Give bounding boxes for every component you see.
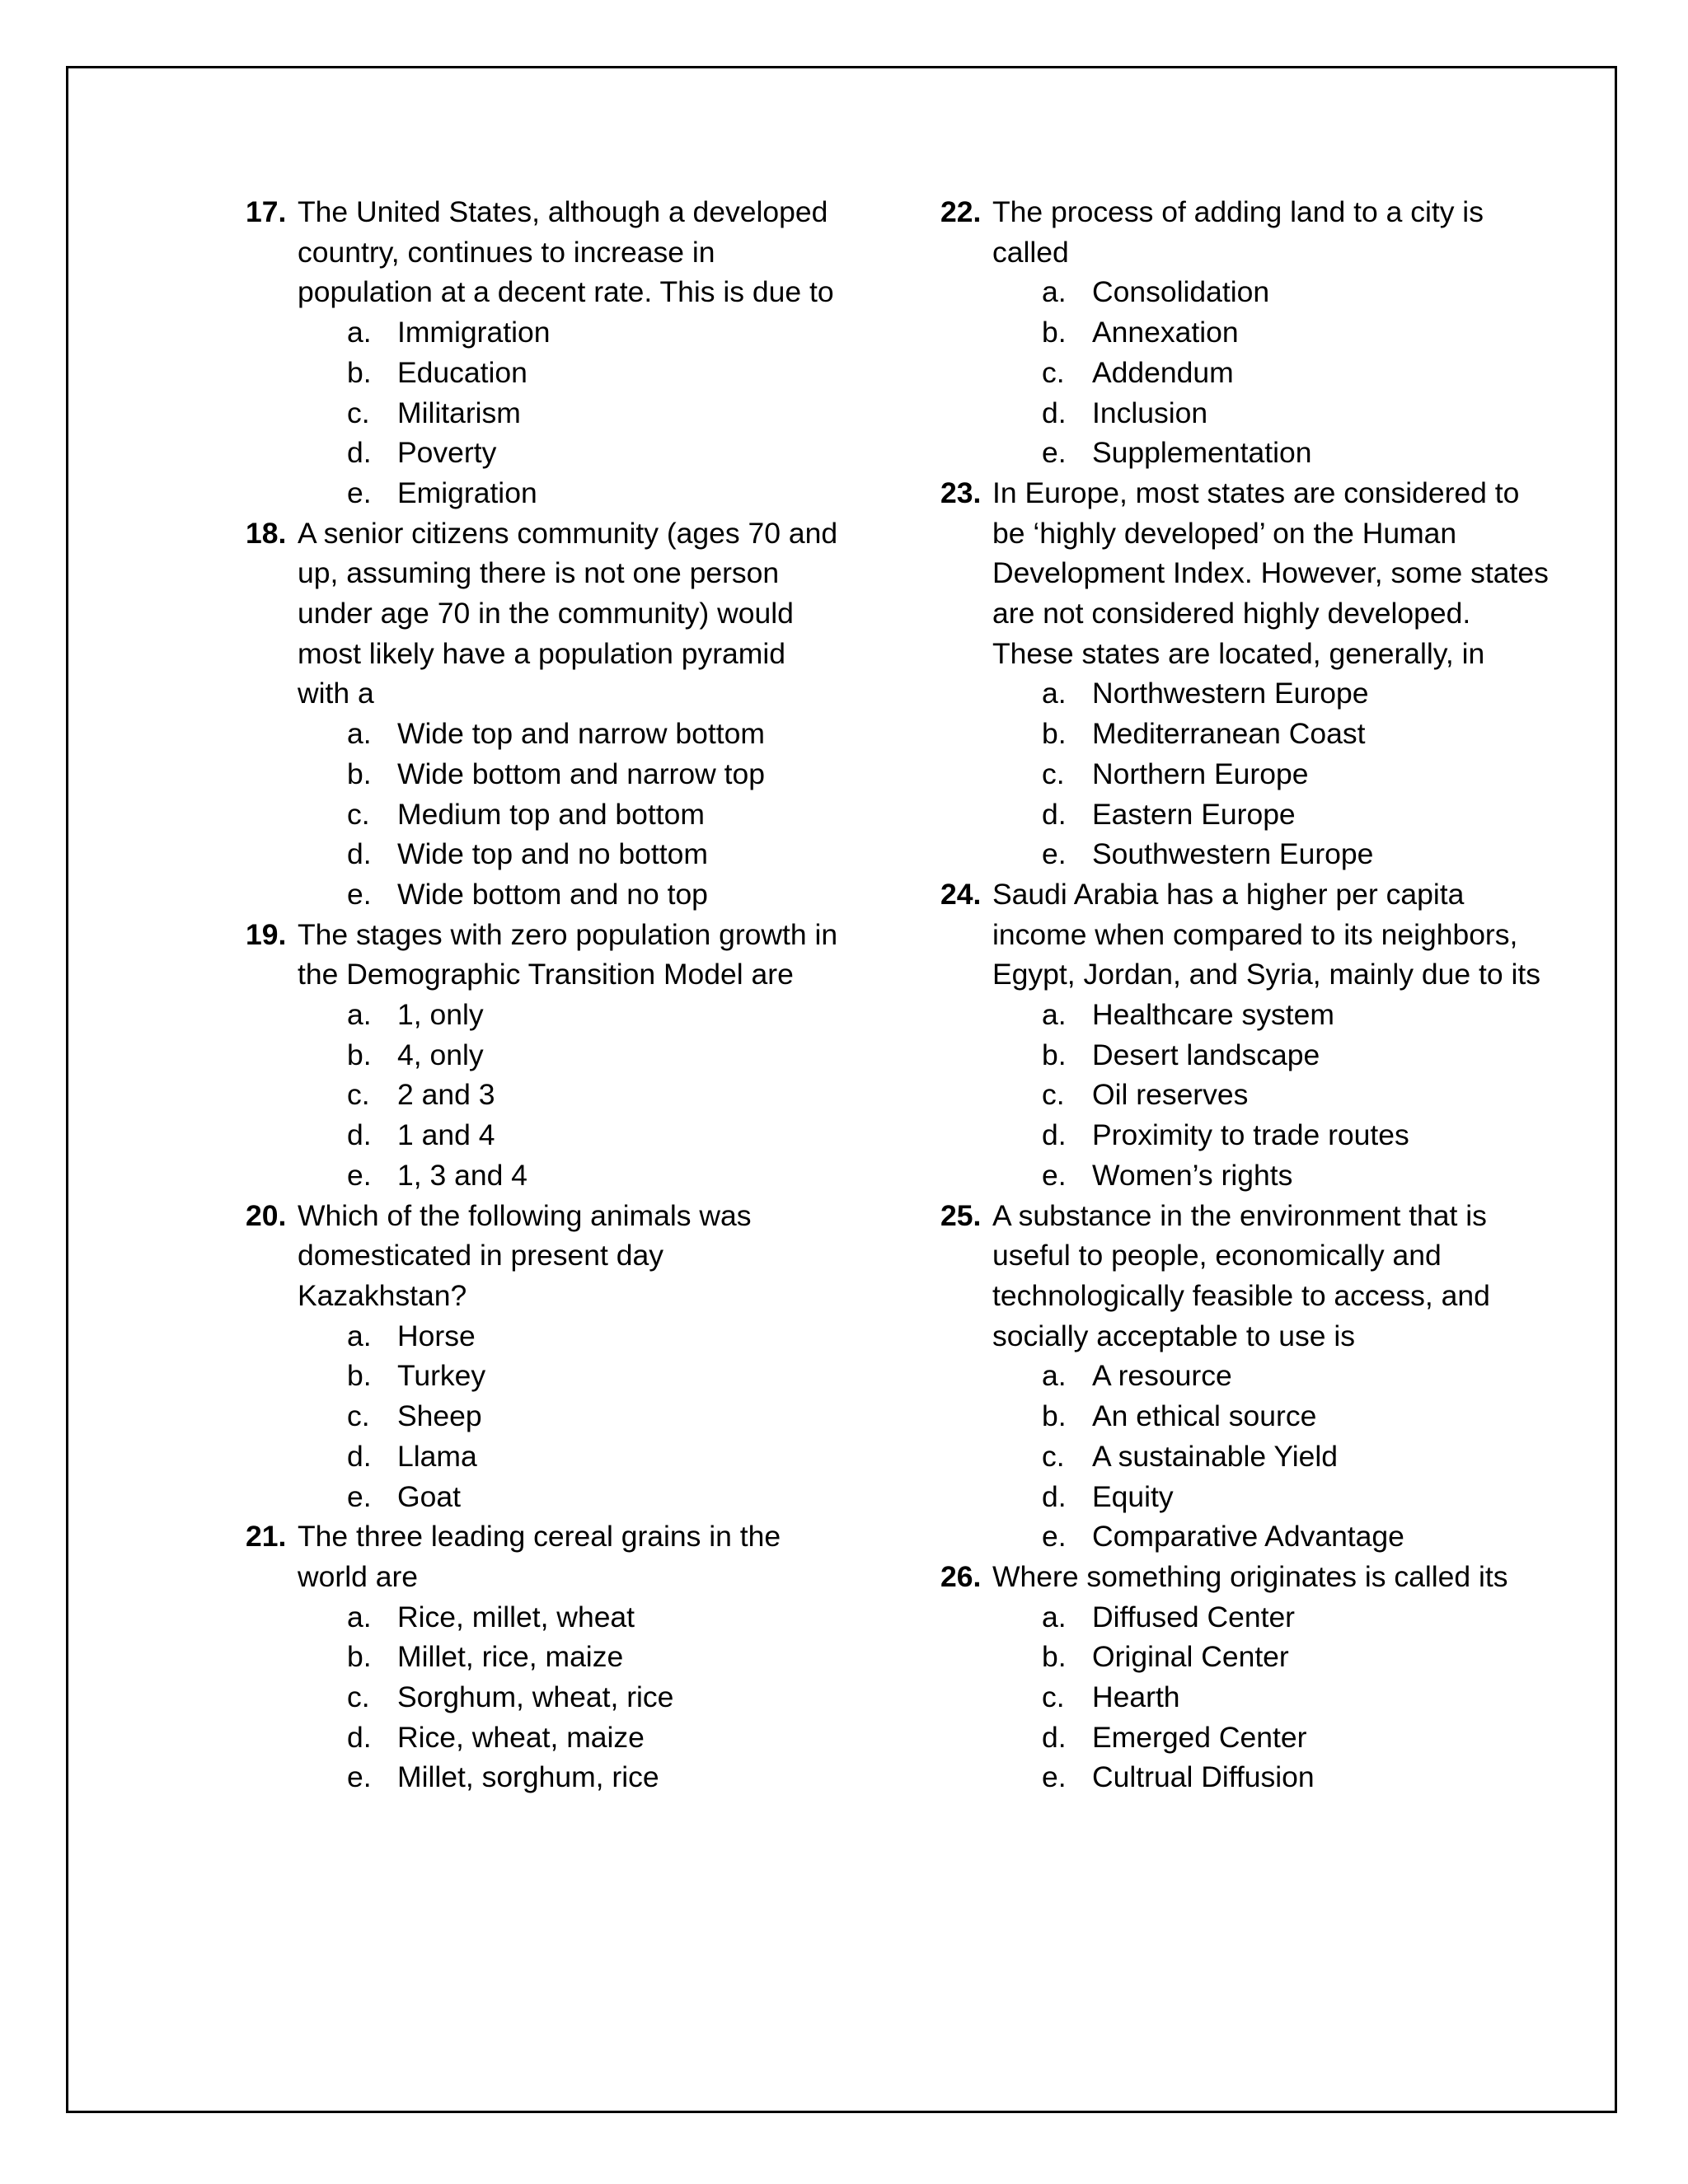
option-e: e. Goat [347, 1479, 461, 1513]
option-text: Poverty [397, 436, 497, 470]
option-d: d. Llama [347, 1439, 477, 1473]
option-e: e. Women’s rights [1042, 1158, 1293, 1192]
option-d: d. 1 and 4 [347, 1118, 495, 1152]
option-text: Northern Europe [1092, 757, 1309, 790]
option-a: a. Horse [347, 1319, 476, 1352]
option-d: d. Wide top and no bottom [347, 837, 708, 871]
question-text: A senior citizens community (ages 70 and up, assuming there is not one person under age 70 in the community) would most likely have a population pyramid with a [298, 516, 838, 710]
option-list [298, 1597, 839, 1798]
question-21 [246, 1516, 839, 1797]
question-22 [940, 192, 1550, 473]
option-text: Emerged Center [1092, 1720, 1307, 1754]
option-text: Turkey [397, 1359, 486, 1393]
question-text: Which of the following animals was domesticated in present day Kazakhstan? [298, 1198, 752, 1312]
option-text: Desert landscape [1092, 1038, 1320, 1071]
option-text: Wide top and narrow bottom [397, 717, 765, 751]
question-number: 20. [246, 1198, 287, 1232]
option-text: Equity [1092, 1479, 1174, 1513]
option-e: e. Emigration [347, 476, 537, 509]
option-text: Sorghum, wheat, rice [397, 1680, 674, 1714]
question-24 [940, 874, 1550, 1196]
option-text: Horse [397, 1319, 476, 1352]
question-25 [940, 1196, 1550, 1557]
option-text: Proximity to trade routes [1092, 1118, 1409, 1152]
option-text: Goat [397, 1479, 461, 1513]
option-c: c. 2 and 3 [347, 1078, 495, 1112]
option-text: 1, 3 and 4 [397, 1158, 528, 1192]
option-e: e. Millet, sorghum, rice [347, 1760, 659, 1794]
option-text: Millet, rice, maize [397, 1640, 624, 1674]
option-text: Immigration [397, 316, 551, 349]
option-list [992, 272, 1550, 473]
option-list [992, 1597, 1550, 1798]
option-text: Original Center [1092, 1640, 1289, 1674]
option-e: e. Southwestern Europe [1042, 837, 1374, 871]
option-text: Llama [397, 1439, 477, 1473]
option-a: a. A resource [1042, 1359, 1232, 1393]
option-d: d. Poverty [347, 436, 497, 470]
option-a: a. Rice, millet, wheat [347, 1600, 635, 1633]
option-text: Sheep [397, 1399, 482, 1433]
option-text: Medium top and bottom [397, 797, 705, 831]
option-e: e. Supplementation [1042, 436, 1312, 470]
option-text: Oil reserves [1092, 1078, 1249, 1112]
question-text: A substance in the environment that is useful to people, economically and technologically feasible to access, and socially acceptable to use is [992, 1198, 1490, 1352]
question-26 [940, 1557, 1550, 1797]
option-text: Northwestern Europe [1092, 677, 1369, 710]
option-list [298, 1316, 839, 1517]
question-number: 22. [940, 195, 982, 228]
option-c: c. Sheep [347, 1399, 482, 1433]
option-a: a. Healthcare system [1042, 998, 1334, 1032]
option-text: Addendum [1092, 355, 1234, 389]
option-d: d. Inclusion [1042, 396, 1208, 429]
question-text: Where something originates is called its [992, 1559, 1508, 1593]
option-b: b. Education [347, 355, 528, 389]
option-a: a. Immigration [347, 316, 551, 349]
option-text: Hearth [1092, 1680, 1180, 1714]
option-text: Rice, millet, wheat [397, 1600, 635, 1633]
question-number: 23. [940, 476, 982, 509]
option-c: c. Oil reserves [1042, 1078, 1249, 1112]
question-23 [940, 473, 1550, 874]
question-number: 19. [246, 917, 287, 951]
option-text: Emigration [397, 476, 537, 509]
option-text: 1 and 4 [397, 1118, 495, 1152]
option-b: b. Desert landscape [1042, 1038, 1320, 1071]
question-text: The three leading cereal grains in the world are [298, 1520, 781, 1593]
question-number: 21. [246, 1520, 287, 1554]
option-c: c. Medium top and bottom [347, 797, 705, 831]
option-d: d. Eastern Europe [1042, 797, 1296, 831]
option-text: Southwestern Europe [1092, 837, 1374, 871]
option-text: Education [397, 355, 528, 389]
option-text: Healthcare system [1092, 998, 1334, 1032]
option-d: d. Rice, wheat, maize [347, 1720, 645, 1754]
option-d: d. Emerged Center [1042, 1720, 1307, 1754]
option-c: c. Northern Europe [1042, 757, 1309, 790]
option-text: Eastern Europe [1092, 797, 1296, 831]
option-text: Mediterranean Coast [1092, 717, 1366, 751]
option-b: b. Turkey [347, 1359, 486, 1393]
option-text: Supplementation [1092, 436, 1312, 470]
option-a: a. 1, only [347, 998, 484, 1032]
option-b: b. Annexation [1042, 316, 1239, 349]
option-text: Comparative Advantage [1092, 1520, 1404, 1554]
question-18 [246, 513, 839, 915]
option-e: e. Wide bottom and no top [347, 877, 708, 911]
question-number: 18. [246, 516, 287, 550]
option-b: b. Original Center [1042, 1640, 1289, 1674]
option-b: b. An ethical source [1042, 1399, 1317, 1433]
option-text: A sustainable Yield [1092, 1439, 1339, 1473]
option-text: Cultrual Diffusion [1092, 1760, 1315, 1794]
option-text: 1, only [397, 998, 484, 1032]
question-19 [246, 915, 839, 1196]
option-text: Rice, wheat, maize [397, 1720, 645, 1754]
option-text: Wide top and no bottom [397, 837, 708, 871]
option-text: An ethical source [1092, 1399, 1317, 1433]
option-a: a. Diffused Center [1042, 1600, 1296, 1633]
option-text: 2 and 3 [397, 1078, 495, 1112]
option-text: Wide bottom and narrow top [397, 757, 765, 790]
option-text: Diffused Center [1092, 1600, 1296, 1633]
question-text: The United States, although a developed country, continues to increase in population at a decent rate. This is due to [298, 195, 834, 309]
option-b: b. 4, only [347, 1038, 484, 1071]
option-text: A resource [1092, 1359, 1232, 1393]
option-text: Wide bottom and no top [397, 877, 708, 911]
option-list [992, 995, 1550, 1196]
question-number: 24. [940, 877, 982, 911]
option-text: Inclusion [1092, 396, 1208, 429]
option-e: e. Comparative Advantage [1042, 1520, 1404, 1554]
option-d: d. Proximity to trade routes [1042, 1118, 1409, 1152]
option-list [992, 673, 1550, 874]
option-a: a. Wide top and narrow bottom [347, 717, 765, 751]
question-text: The process of adding land to a city is called [992, 195, 1484, 269]
option-c: c. Sorghum, wheat, rice [347, 1680, 674, 1714]
option-b: b. Millet, rice, maize [347, 1640, 624, 1674]
option-list [298, 995, 839, 1196]
right-column [940, 192, 1550, 1797]
option-text: Militarism [397, 396, 521, 429]
option-b: b. Mediterranean Coast [1042, 717, 1366, 751]
option-list [298, 312, 839, 513]
question-text: Saudi Arabia has a higher per capita income when compared to its neighbors, Egypt, Jordan, and Syria, mainly due to its [992, 877, 1540, 991]
option-c: c. A sustainable Yield [1042, 1439, 1339, 1473]
option-d: d. Equity [1042, 1479, 1174, 1513]
option-e: e. Cultrual Diffusion [1042, 1760, 1315, 1794]
option-c: c. Militarism [347, 396, 521, 429]
option-text: Consolidation [1092, 275, 1270, 309]
option-a: a. Northwestern Europe [1042, 677, 1369, 710]
option-e: e. 1, 3 and 4 [347, 1158, 528, 1192]
option-list [992, 1356, 1550, 1557]
left-column [246, 192, 839, 1797]
option-list [298, 714, 839, 915]
question-number: 17. [246, 195, 287, 228]
option-text: Women’s rights [1092, 1158, 1293, 1192]
option-a: a. Consolidation [1042, 275, 1270, 309]
option-text: 4, only [397, 1038, 484, 1071]
question-text: The stages with zero population growth in the Demographic Transition Model are [298, 917, 838, 991]
option-c: c. Hearth [1042, 1680, 1180, 1714]
question-number: 26. [940, 1559, 982, 1593]
question-number: 25. [940, 1198, 982, 1232]
question-text: In Europe, most states are considered to be ‘highly developed’ on the Human Development Index. However, some states are not considered highly developed. These states are located, generally, in [992, 476, 1549, 670]
option-text: Annexation [1092, 316, 1239, 349]
option-c: c. Addendum [1042, 355, 1234, 389]
option-b: b. Wide bottom and narrow top [347, 757, 765, 790]
question-17 [246, 192, 839, 513]
question-20 [246, 1196, 839, 1517]
option-text: Millet, sorghum, rice [397, 1760, 659, 1794]
